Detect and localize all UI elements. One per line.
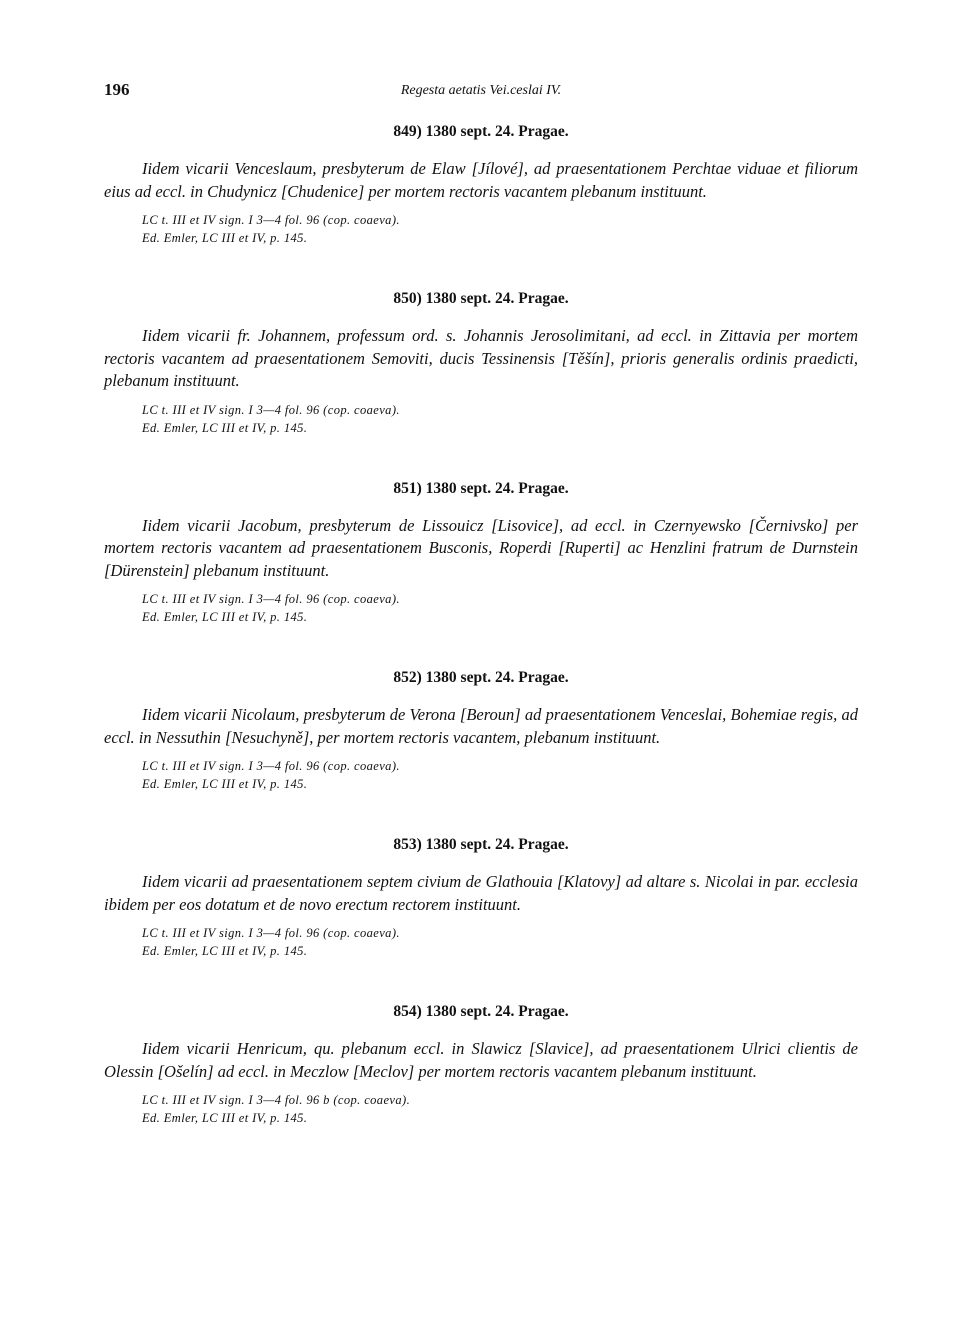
edition-citation: Ed. Emler, LC III et IV, p. 145. <box>142 1111 308 1125</box>
entry-849 <box>104 122 858 247</box>
document-page <box>104 78 858 1127</box>
entry-text: Iidem vicarii fr. Johannem, professum ord. s. Johannis Jerosolimitani, ad eccl. in Zittavia per mortem rectoris vacantem ad praesentationem Semoviti, ducis Tessinensis [Těšín], prioris generalis ordinis praedicti, plebanum instituunt. <box>104 326 858 390</box>
running-title: Regesta aetatis Vei.ceslai IV. <box>400 83 562 98</box>
entry-text: Iidem vicarii Jacobum, presbyterum de Lissouicz [Lisovice], ad eccl. in Czernyewsko [Černivsko] per mortem rectoris vacantem ad praesentationem Busconis, Roperdi [Ruperti] ac Henzlini fratrum de Durnstein [Dürenstein] plebanum instituunt. <box>104 515 858 580</box>
entry-text: Iidem vicarii Henricum, qu. plebanum eccl. in Slawicz [Slavice], ad praesentationem Ulrici clientis de Olessin [Ošelín] ad eccl. in Meczlow [Meclov] per mortem rectoris vacantem plebanum instituunt. <box>104 1039 858 1081</box>
source-citation: LC t. III et IV sign. I 3—4 fol. 96 (cop. coaeva). <box>142 402 400 417</box>
source-citation: LC t. III et IV sign. I 3—4 fol. 96 (cop. coaeva). <box>142 213 400 227</box>
edition-citation: Ed. Emler, LC III et IV, p. 145. <box>142 231 308 245</box>
running-header <box>104 78 858 108</box>
page-number: 196 <box>104 80 130 99</box>
entry-heading: 854) 1380 sept. 24. Pragae. <box>393 1003 569 1020</box>
source-citation: LC t. III et IV sign. I 3—4 fol. 96 b (cop. coaeva). <box>142 1093 411 1107</box>
entry-heading: 852) 1380 sept. 24. Pragae. <box>393 669 569 686</box>
entry-850 <box>104 289 858 437</box>
entry-heading: 849) 1380 sept. 24. Pragae. <box>393 123 569 140</box>
entry-heading: 850) 1380 sept. 24. Pragae. <box>393 290 569 307</box>
entry-heading: 853) 1380 sept. 24. Pragae. <box>393 836 569 853</box>
entry-text: Iidem vicarii ad praesentationem septem civium de Glathouia [Klatovy] ad altare s. Nicolai in par. ecclesia ibidem per eos dotatum et de novo erectum rectorem instituunt. <box>104 872 858 914</box>
entry-851 <box>104 479 858 627</box>
entry-heading: 851) 1380 sept. 24. Pragae. <box>393 479 569 497</box>
entry-852 <box>104 668 858 793</box>
entry-text: Iidem vicarii Venceslaum, presbyterum de Elaw [Jílové], ad praesentationem Perchtae viduae et filiorum eius ad eccl. in Chudynicz [Chudenice] per mortem rectoris vacantem plebanum instituunt. <box>104 159 858 201</box>
edition-citation: Ed. Emler, LC III et IV, p. 145. <box>142 777 308 791</box>
source-citation: LC t. III et IV sign. I 3—4 fol. 96 (cop. coaeva). <box>142 759 400 773</box>
entry-854 <box>104 1002 858 1127</box>
source-citation: LC t. III et IV sign. I 3—4 fol. 96 (cop. coaeva). <box>142 592 400 606</box>
edition-citation: Ed. Emler, LC III et IV, p. 145. <box>142 610 308 624</box>
entry-text: Iidem vicarii Nicolaum, presbyterum de Verona [Beroun] ad praesentationem Venceslai, Bohemiae regis, ad eccl. in Nessuthin [Nesuchyně], per mortem rectoris vacantem, plebanum instituunt. <box>104 705 858 747</box>
edition-citation: Ed. Emler, LC III et IV, p. 145. <box>142 420 308 435</box>
edition-citation: Ed. Emler, LC III et IV, p. 145. <box>142 944 308 958</box>
source-citation: LC t. III et IV sign. I 3—4 fol. 96 (cop. coaeva). <box>142 926 400 940</box>
entry-853 <box>104 835 858 960</box>
